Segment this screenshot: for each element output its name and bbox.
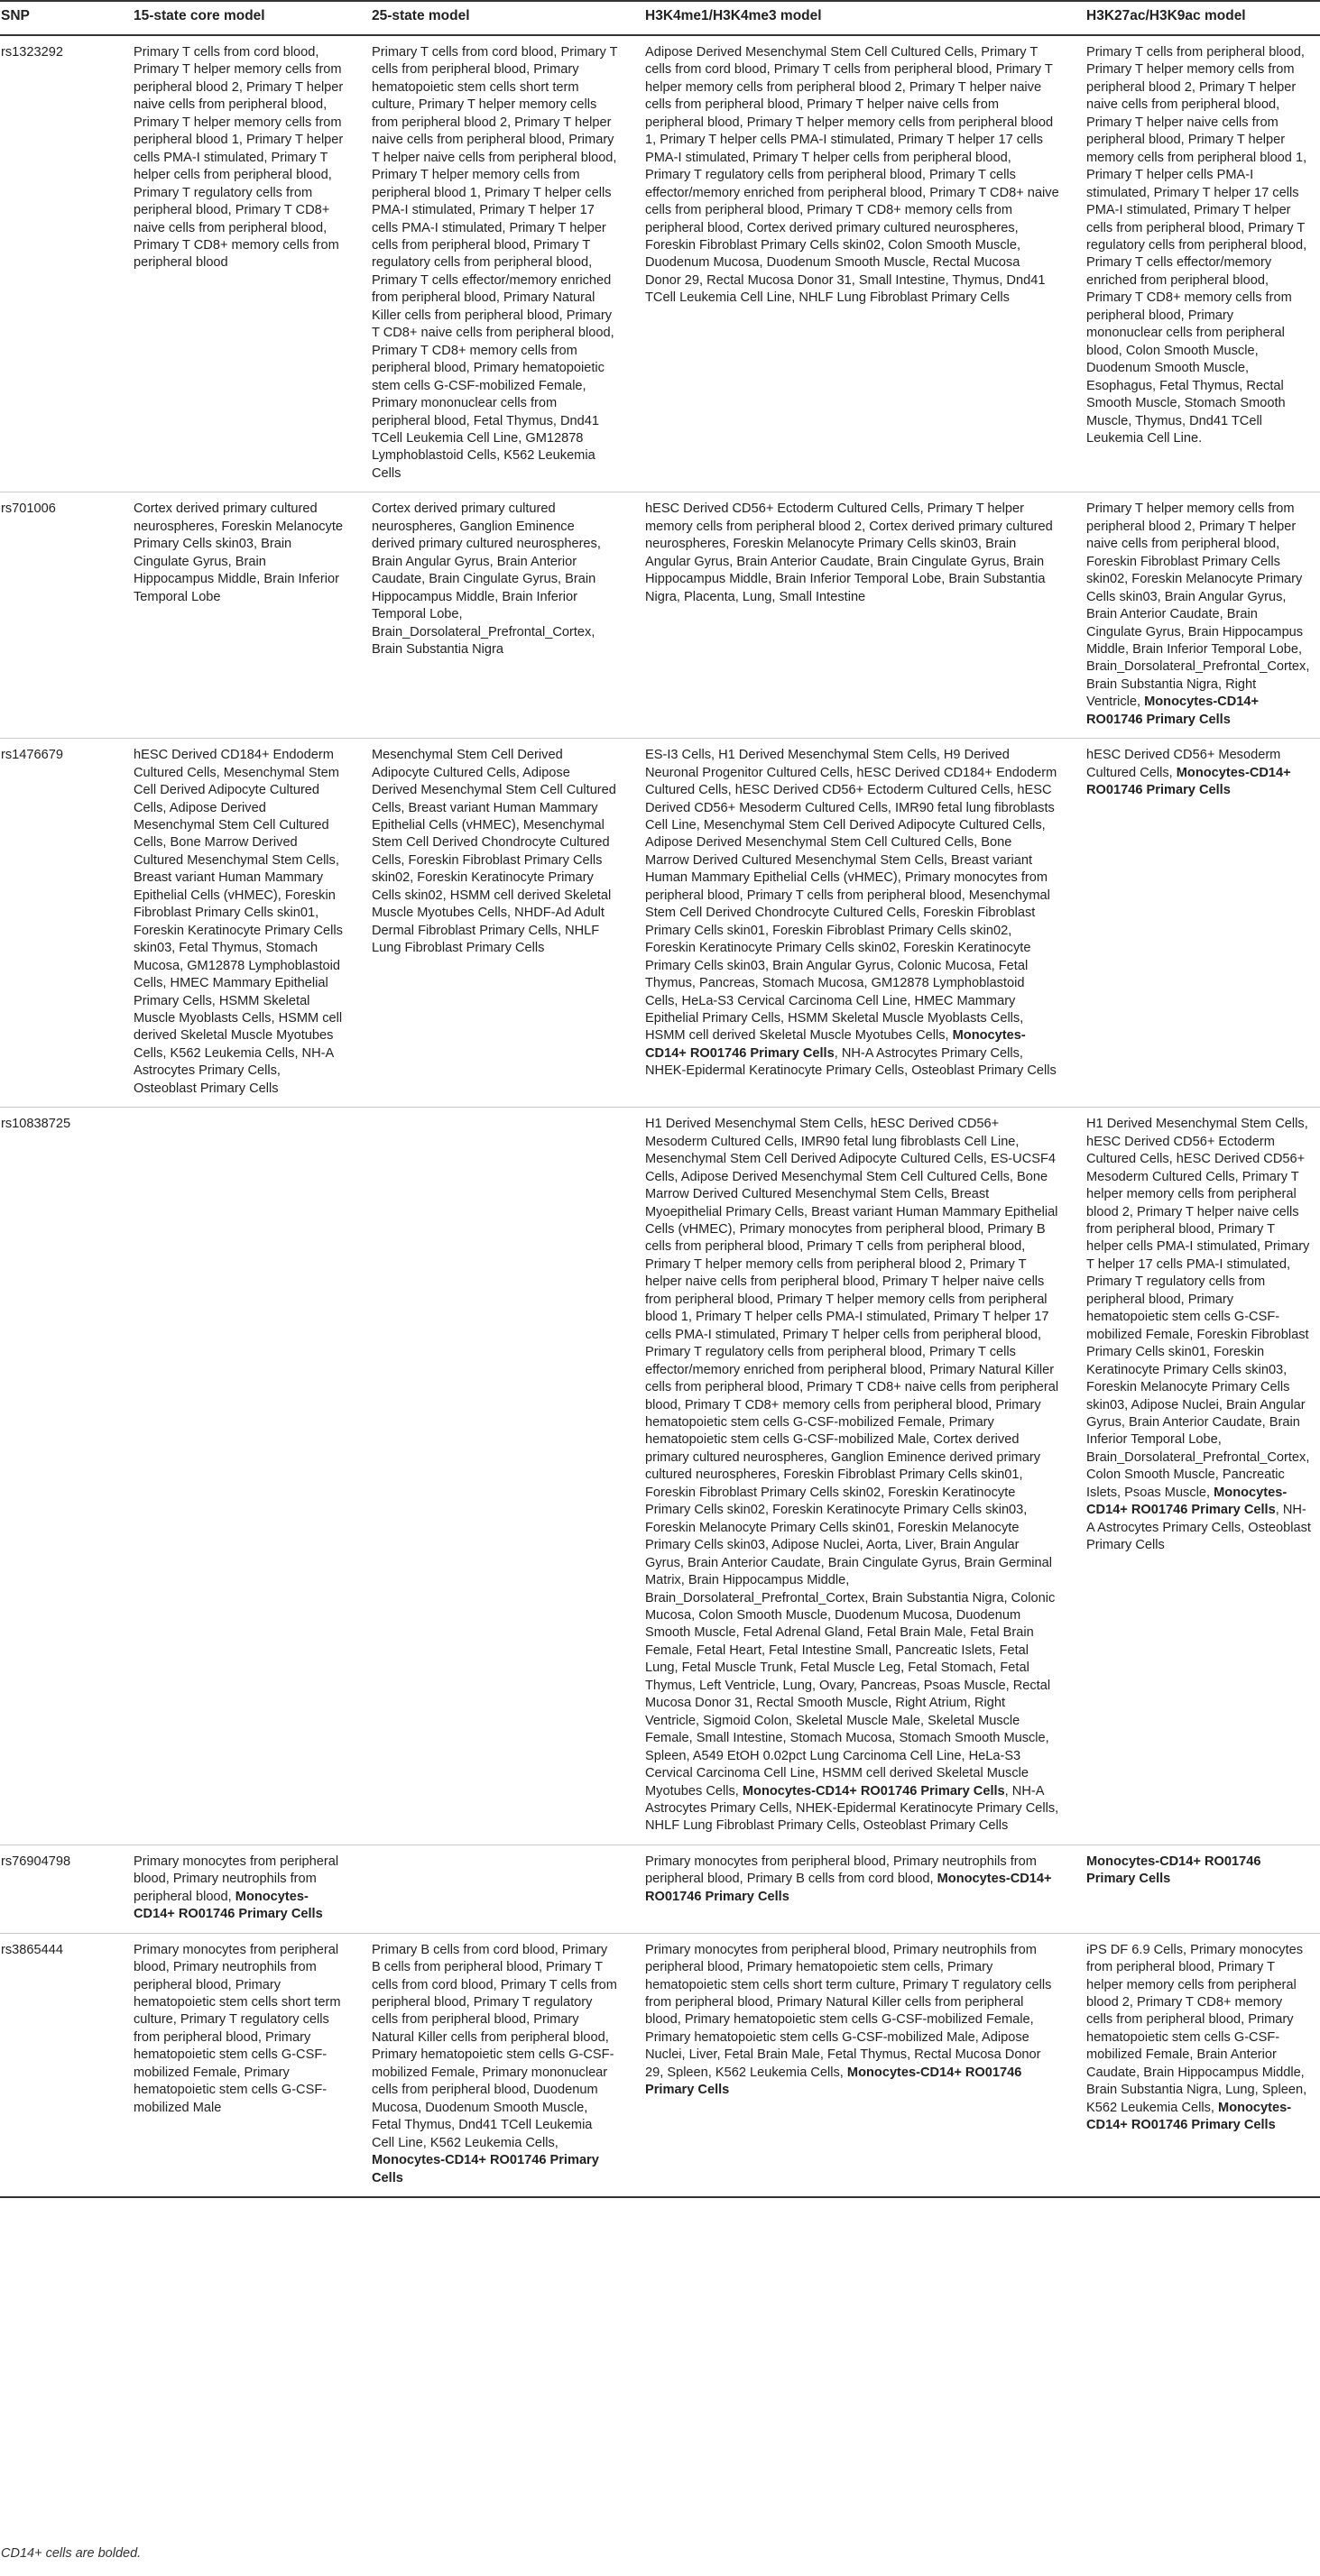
table-row bbox=[0, 492, 1320, 739]
cell-h3k27ac-h3k9ac-model bbox=[1086, 1933, 1320, 2197]
cd14-cell-type-bold: Monocytes-CD14+ RO01746 Primary Cells bbox=[645, 1028, 1026, 1061]
cell-h3k27ac-h3k9ac-model bbox=[1086, 1108, 1320, 1845]
cell-type-list-text: Cortex derived primary cultured neurospheres, Foreskin Melanocyte Primary Cells skin03, Brain Cingulate Gyrus, Brain Hippocampus Middle, Brain Inferior Temporal Lobe bbox=[134, 501, 343, 604]
table-row bbox=[0, 1108, 1320, 1845]
cell-25-state-model bbox=[372, 1845, 645, 1933]
cell-h3k4me1-h3k4me3-model bbox=[645, 1933, 1086, 2197]
snp-id-cell: rs1476679 bbox=[0, 739, 134, 1108]
cell-type-list-text: Primary monocytes from peripheral blood, Primary neutrophils from peripheral blood, bbox=[134, 1854, 339, 1904]
cell-type-list-text: , NH-A Astrocytes Primary Cells, NHEK-Epidermal Keratinocyte Primary Cells, Osteoblast Primary Cells bbox=[645, 1045, 1057, 1079]
cell-type-list-text: hESC Derived CD56+ Mesoderm Cultured Cells, bbox=[1086, 748, 1281, 780]
cell-h3k27ac-h3k9ac-model bbox=[1086, 492, 1320, 739]
cell-type-list-text: Primary monocytes from peripheral blood, Primary neutrophils from peripheral blood, Primary hematopoietic stem cells short term culture, Primary T regulatory cells from peripheral blood, Primary hematopoietic stem cells G-CSF-mobilized Female, Primary hematopoietic stem cells G-CSF-mobilized Male bbox=[134, 1942, 341, 2115]
header-h3k4me1-h3k4me3-model: H3K4me1/H3K4me3 model bbox=[645, 1, 1086, 35]
cd14-cell-type-bold: Monocytes-CD14+ RO01746 Primary Cells bbox=[645, 1872, 1052, 1904]
table-row bbox=[0, 1845, 1320, 1933]
cell-15-state-core-model bbox=[134, 1933, 372, 2197]
cell-type-list-text: , NH-A Astrocytes Primary Cells, NHEK-Epidermal Keratinocyte Primary Cells, NHLF Lung Fibroblast Primary Cells, Osteoblast Primary Cells bbox=[645, 1783, 1059, 1834]
snp-id-cell: rs1323292 bbox=[0, 35, 134, 492]
header-25-state-model: 25-state model bbox=[372, 1, 645, 35]
cell-h3k4me1-h3k4me3-model bbox=[645, 739, 1086, 1108]
cell-type-list-text: Primary T cells from cord blood, Primary T cells from peripheral blood, Primary hematopoietic stem cells short term culture, Primary T helper memory cells from peripheral blood 2, Primary T helper naive cells from peripheral blood, Primary T helper naive cells from peripheral blood, Primary T helper memory cells from peripheral blood 1, Primary T helper cells PMA-I stimulated, Primary T helper 17 cells PMA-I stimulated, Primary T helper cells from peripheral blood, Primary T regulatory cells from peripheral blood, Primary T cells effector/memory enriched from peripheral blood, Primary Natural Killer cells from peripheral blood, Primary T CD8+ naive cells from peripheral blood, Primary T CD8+ memory cells from peripheral blood, Primary hematopoietic stem cells G-CSF-mobilized Female, Primary mononuclear cells from peripheral blood, Fetal Thymus, Dnd41 TCell Leukemia Cell Line, GM12878 Lymphoblastoid Cells, K562 Leukemia Cells bbox=[372, 45, 618, 481]
cd14-cell-type-bold: Monocytes-CD14+ RO01746 Primary Cells bbox=[134, 1889, 323, 1922]
cell-type-list-text: Primary T cells from cord blood, Primary T helper memory cells from peripheral blood 2, Primary T helper naive cells from peripheral blood, Primary T helper memory cells from peripheral blood 1, Primary T helper cells PMA-I stimulated, Primary T helper cells from peripheral blood, Primary T regulatory cells from peripheral blood, Primary T CD8+ naive cells from peripheral blood, Primary T CD8+ memory cells from peripheral blood bbox=[134, 45, 344, 271]
cell-type-list-text: Primary T helper memory cells from peripheral blood 2, Primary T helper naive cells from peripheral blood, Foreskin Fibroblast Primary Cells skin02, Foreskin Melanocyte Primary Cells skin03, Brain Angular Gyrus, Brain Anterior Caudate, Brain Cingulate Gyrus, Brain Hippocampus Middle, Brain Inferior Temporal Lobe, Brain_Dorsolateral_Prefrontal_Cortex, Brain Substantia Nigra, Right Ventricle, bbox=[1086, 501, 1310, 710]
cell-type-list-text: iPS DF 6.9 Cells, Primary monocytes from peripheral blood, Primary T helper memory cells from peripheral blood 2, Primary T CD8+ memory cells from peripheral blood, Primary hematopoietic stem cells G-CSF-mobilized Female, Brain Anterior Caudate, Brain Hippocampus Middle, Brain Substantia Nigra, Lung, Spleen, K562 Leukemia Cells, bbox=[1086, 1942, 1307, 2115]
cell-type-list-text: Adipose Derived Mesenchymal Stem Cell Cultured Cells, Primary T cells from cord blood, Primary T cells from peripheral blood, Primary T helper memory cells from peripheral blood 2, Primary T helper naive cells from peripheral blood, Primary T helper naive cells from peripheral blood, Primary T helper memory cells from peripheral blood 1, Primary T helper cells PMA-I stimulated, Primary T helper 17 cells PMA-I stimulated, Primary T helper cells from peripheral blood, Primary T regulatory cells from peripheral blood, Primary T cells effector/memory enriched from peripheral blood, Primary T CD8+ naive cells from peripheral blood, Primary T CD8+ memory cells from peripheral blood, Cortex derived primary cultured neurospheres, Foreskin Fibroblast Primary Cells skin02, Colon Smooth Muscle, Duodenum Mucosa, Duodenum Smooth Muscle, Rectal Mucosa Donor 29, Rectal Mucosa Donor 31, Small Intestine, Thymus, Dnd41 TCell Leukemia Cell Line, NHLF Lung Fibroblast Primary Cells bbox=[645, 45, 1059, 306]
cd14-cell-type-bold: Monocytes-CD14+ RO01746 Primary Cells bbox=[742, 1783, 1005, 1799]
cell-type-list-text: Primary B cells from cord blood, Primary B cells from peripheral blood, Primary T cells from cord blood, Primary T cells from peripheral blood, Primary T regulatory cells from peripheral blood, Primary Natural Killer cells from peripheral blood, Primary hematopoietic stem cells G-CSF-mobilized Female, Primary mononuclear cells from peripheral blood, Duodenum Mucosa, Duodenum Smooth Muscle, Fetal Thymus, Dnd41 TCell Leukemia Cell Line, K562 Leukemia Cells, bbox=[372, 1942, 617, 2150]
cell-25-state-model bbox=[372, 35, 645, 492]
cd14-cell-type-bold: Monocytes-CD14+ RO01746 Primary Cells bbox=[645, 2065, 1022, 2098]
header-15-state-core-model: 15-state core model bbox=[134, 1, 372, 35]
cell-25-state-model bbox=[372, 1108, 645, 1845]
cd14-cell-type-bold: Monocytes-CD14+ RO01746 Primary Cells bbox=[1086, 1854, 1261, 1887]
snp-id-cell: rs3865444 bbox=[0, 1933, 134, 2197]
cell-type-list-text: Primary monocytes from peripheral blood, Primary neutrophils from peripheral blood, Primary B cells from cord blood, bbox=[645, 1854, 1037, 1887]
cell-25-state-model bbox=[372, 739, 645, 1108]
cd14-cell-type-bold: Monocytes-CD14+ RO01746 Primary Cells bbox=[1086, 2100, 1292, 2133]
cell-15-state-core-model bbox=[134, 1108, 372, 1845]
cd14-cell-type-bold: Monocytes-CD14+ RO01746 Primary Cells bbox=[1086, 765, 1291, 798]
cell-type-list-text: hESC Derived CD184+ Endoderm Cultured Cells, Mesenchymal Stem Cell Derived Adipocyte Cultured Cells, Adipose Derived Mesenchymal Stem Cell Cultured Cells, Bone Marrow Derived Cultured Mesenchymal Stem Cells, Breast variant Human Mammary Epithelial Cells (vHMEC), Foreskin Fibroblast Primary Cells skin01, Foreskin Keratinocyte Primary Cells skin03, Fetal Thymus, Stomach Mucosa, GM12878 Lymphoblastoid Cells, HMEC Mammary Epithelial Primary Cells, HSMM Skeletal Muscle Myoblasts Cells, HSMM cell derived Skeletal Muscle Myotubes Cells, K562 Leukemia Cells, NH-A Astrocytes Primary Cells, Osteoblast Primary Cells bbox=[134, 748, 343, 1096]
table-body bbox=[0, 35, 1320, 2197]
cell-h3k4me1-h3k4me3-model bbox=[645, 1845, 1086, 1933]
cell-15-state-core-model bbox=[134, 1845, 372, 1933]
cell-type-list-text: , NH-A Astrocytes Primary Cells, Osteoblast Primary Cells bbox=[1086, 1503, 1311, 1553]
cell-type-list-text: Primary T cells from peripheral blood, Primary T helper memory cells from peripheral blood 2, Primary T helper naive cells from peripheral blood, Primary T helper naive cells from peripheral blood, Primary T helper memory cells from peripheral blood 1, Primary T helper cells PMA-I stimulated, Primary T helper 17 cells PMA-I stimulated, Primary T helper cells from peripheral blood, Primary T regulatory cells from peripheral blood, Primary T cells effector/memory enriched from peripheral blood, Primary T CD8+ memory cells from peripheral blood, Primary mononuclear cells from peripheral blood, Colon Smooth Muscle, Duodenum Smooth Muscle, Esophagus, Fetal Thymus, Rectal Smooth Muscle, Stomach Smooth Muscle, Thymus, Dnd41 TCell Leukemia Cell Line. bbox=[1086, 45, 1307, 446]
table-row bbox=[0, 739, 1320, 1108]
cell-type-list-text: H1 Derived Mesenchymal Stem Cells, hESC Derived CD56+ Mesoderm Cultured Cells, IMR90 fetal lung fibroblasts Cell Line, Mesenchymal Stem Cell Derived Adipocyte Cultured Cells, ES-UCSF4 Cells, Adipose Derived Mesenchymal Stem Cell Cultured Cells, Bone Marrow Derived Cultured Mesenchymal Stem Cells, Breast Myoepithelial Primary Cells, Breast variant Human Mammary Epithelial Cells (vHMEC), Primary monocytes from peripheral blood, Primary B cells from peripheral blood, Primary T cells from peripheral blood, Primary T helper memory cells from peripheral blood 2, Primary T helper naive cells from peripheral blood, Primary T helper naive cells from peripheral blood, Primary T helper memory cells from peripheral blood 1, Primary T helper cells PMA-I stimulated, Primary T helper 17 cells PMA-I stimulated, Primary T helper cells from peripheral blood, Primary T regulatory cells from peripheral blood, Primary T cells effector/memory enriched from peripheral blood, Primary Natural Killer cells from peripheral blood, Primary T CD8+ naive cells from peripheral blood, Primary T CD8+ memory cells from peripheral blood, Primary hematopoietic stem cells G-CSF-mobilized Female, Primary hematopoietic stem cells G-CSF-mobilized Male, Cortex derived primary cultured neurospheres, Ganglion Eminence derived primary cultured neurospheres, Foreskin Fibroblast Primary Cells skin01, Foreskin Fibroblast Primary Cells skin02, Foreskin Keratinocyte Primary Cells skin02, Foreskin Keratinocyte Primary Cells skin03, Foreskin Melanocyte Primary Cells skin01, Foreskin Melanocyte Primary Cells skin03, Adipose Nuclei, Aorta, Liver, Brain Angular Gyrus, Brain Anterior Caudate, Brain Cingulate Gyrus, Brain Germinal Matrix, Brain Hippocampus Middle, Brain_Dorsolateral_Prefrontal_Cortex, Brain Substantia Nigra, Colonic Mucosa, Colon Smooth Muscle, Duodenum Mucosa, Duodenum Smooth Muscle, Fetal Adrenal Gland, Fetal Brain Male, Fetal Brain Female, Fetal Heart, Fetal Intestine Small, Pancreatic Islets, Fetal Lung, Fetal Muscle Trunk, Fetal Muscle Leg, Fetal Stomach, Fetal Thymus, Left Ventricle, Lung, Ovary, Pancreas, Psoas Muscle, Rectal Mucosa Donor 31, Rectal Smooth Muscle, Right Atrium, Right Ventricle, Sigmoid Colon, Skeletal Muscle Male, Skeletal Muscle Female, Small Intestine, Stomach Mucosa, Stomach Smooth Muscle, Spleen, A549 EtOH 0.02pct Lung Carcinoma Cell Line, HeLa-S3 Cervical Carcinoma Cell Line, HSMM cell derived Skeletal Muscle Myotubes Cells, bbox=[645, 1117, 1059, 1799]
cell-type-list-text: hESC Derived CD56+ Ectoderm Cultured Cells, Primary T helper memory cells from peripheral blood 2, Cortex derived primary cultured neurospheres, Foreskin Melanocyte Primary Cells skin03, Brain Angular Gyrus, Brain Anterior Caudate, Brain Cingulate Gyrus, Brain Hippocampus Middle, Brain Inferior Temporal Lobe, Brain Substantia Nigra, Placenta, Lung, Small Intestine bbox=[645, 501, 1053, 604]
table-footnote: CD14+ cells are bolded. bbox=[1, 2546, 142, 2561]
cell-15-state-core-model bbox=[134, 35, 372, 492]
cell-h3k4me1-h3k4me3-model bbox=[645, 492, 1086, 739]
table-row bbox=[0, 35, 1320, 492]
snp-id-cell: rs10838725 bbox=[0, 1108, 134, 1845]
cell-25-state-model bbox=[372, 1933, 645, 2197]
snp-id-cell: rs701006 bbox=[0, 492, 134, 739]
snp-id-cell: rs76904798 bbox=[0, 1845, 134, 1933]
cell-h3k4me1-h3k4me3-model bbox=[645, 35, 1086, 492]
cell-h3k27ac-h3k9ac-model bbox=[1086, 35, 1320, 492]
cell-15-state-core-model bbox=[134, 739, 372, 1108]
cell-type-list-text: H1 Derived Mesenchymal Stem Cells, hESC Derived CD56+ Ectoderm Cultured Cells, hESC Derived CD56+ Mesoderm Cultured Cells, Primary T helper memory cells from peripheral blood 2, Primary T helper naive cells from peripheral blood, Primary T helper cells PMA-I stimulated, Primary T helper 17 cells PMA-I stimulated, Primary T regulatory cells from peripheral blood, Primary hematopoietic stem cells G-CSF-mobilized Female, Foreskin Fibroblast Primary Cells skin01, Foreskin Keratinocyte Primary Cells skin03, Foreskin Melanocyte Primary Cells skin03, Adipose Nuclei, Brain Angular Gyrus, Brain Anterior Caudate, Brain Inferior Temporal Lobe, Brain_Dorsolateral_Prefrontal_Cortex, Colon Smooth Muscle, Pancreatic Islets, Psoas Muscle, bbox=[1086, 1117, 1310, 1500]
table-header-row bbox=[0, 1, 1320, 35]
cd14-cell-type-bold: Monocytes-CD14+ RO01746 Primary Cells bbox=[1086, 1485, 1288, 1518]
cd14-cell-type-bold: Monocytes-CD14+ RO01746 Primary Cells bbox=[1086, 695, 1260, 727]
cell-h3k27ac-h3k9ac-model bbox=[1086, 1845, 1320, 1933]
cell-type-list-text: Cortex derived primary cultured neurospheres, Ganglion Eminence derived primary cultured neurospheres, Brain Angular Gyrus, Brain Anterior Caudate, Brain Cingulate Gyrus, Brain Hippocampus Middle, Brain Inferior Temporal Lobe, Brain_Dorsolateral_Prefrontal_Cortex, Brain Substantia Nigra bbox=[372, 501, 601, 657]
cell-15-state-core-model bbox=[134, 492, 372, 739]
header-h3k27ac-h3k9ac-model: H3K27ac/H3K9ac model bbox=[1086, 1, 1320, 35]
cell-type-list-text: Primary monocytes from peripheral blood, Primary neutrophils from peripheral blood, Primary hematopoietic stem cells, Primary hematopoietic stem cells short term culture, Primary T regulatory cells from peripheral blood, Primary Natural Killer cells from peripheral blood, Primary hematopoietic stem cells G-CSF-mobilized Female, Primary hematopoietic stem cells G-CSF-mobilized Male, Adipose Nuclei, Liver, Fetal Brain Male, Fetal Thymus, Rectal Mucosa Donor 29, Spleen, K562 Leukemia Cells, bbox=[645, 1942, 1052, 2080]
cell-h3k4me1-h3k4me3-model bbox=[645, 1108, 1086, 1845]
cell-25-state-model bbox=[372, 492, 645, 739]
cd14-cell-type-bold: Monocytes-CD14+ RO01746 Primary Cells bbox=[372, 2153, 599, 2185]
cell-h3k27ac-h3k9ac-model bbox=[1086, 739, 1320, 1108]
table-row bbox=[0, 1933, 1320, 2197]
cell-type-list-text: Mesenchymal Stem Cell Derived Adipocyte Cultured Cells, Adipose Derived Mesenchymal Stem Cell Cultured Cells, Breast variant Human Mammary Epithelial Cells (vHMEC), Mesenchymal Stem Cell Derived Chondrocyte Cultured Cells, Foreskin Fibroblast Primary Cells skin02, Foreskin Keratinocyte Primary Cells skin02, HSMM cell derived Skeletal Muscle Myotubes Cells, NHDF-Ad Adult Dermal Fibroblast Primary Cells, NHLF Lung Fibroblast Primary Cells bbox=[372, 748, 616, 956]
header-snp: SNP bbox=[0, 1, 134, 35]
cell-type-list-text: ES-I3 Cells, H1 Derived Mesenchymal Stem Cells, H9 Derived Neuronal Progenitor Cultured Cells, hESC Derived CD184+ Endoderm Cultured Cells, hESC Derived CD56+ Ectoderm Cultured Cells, hESC Derived CD56+ Mesoderm Cultured Cells, IMR90 fetal lung fibroblasts Cell Line, Mesenchymal Stem Cell Derived Adipocyte Cultured Cells, Adipose Derived Mesenchymal Stem Cell Cultured Cells, Bone Marrow Derived Cultured Mesenchymal Stem Cells, Breast variant Human Mammary Epithelial Cells (vHMEC), Primary monocytes from peripheral blood, Primary T cells from peripheral blood, Mesenchymal Stem Cell Derived Chondrocyte Cultured Cells, Foreskin Fibroblast Primary Cells skin01, Foreskin Fibroblast Primary Cells skin02, Foreskin Keratinocyte Primary Cells skin02, Foreskin Keratinocyte Primary Cells skin03, Brain Angular Gyrus, Colonic Mucosa, Fetal Thymus, Pancreas, Stomach Mucosa, GM12878 Lymphoblastoid Cells, HeLa-S3 Cervical Carcinoma Cell Line, HMEC Mammary Epithelial Primary Cells, HSMM Skeletal Muscle Myoblasts Cells, HSMM cell derived Skeletal Muscle Myotubes Cells, bbox=[645, 748, 1057, 1044]
